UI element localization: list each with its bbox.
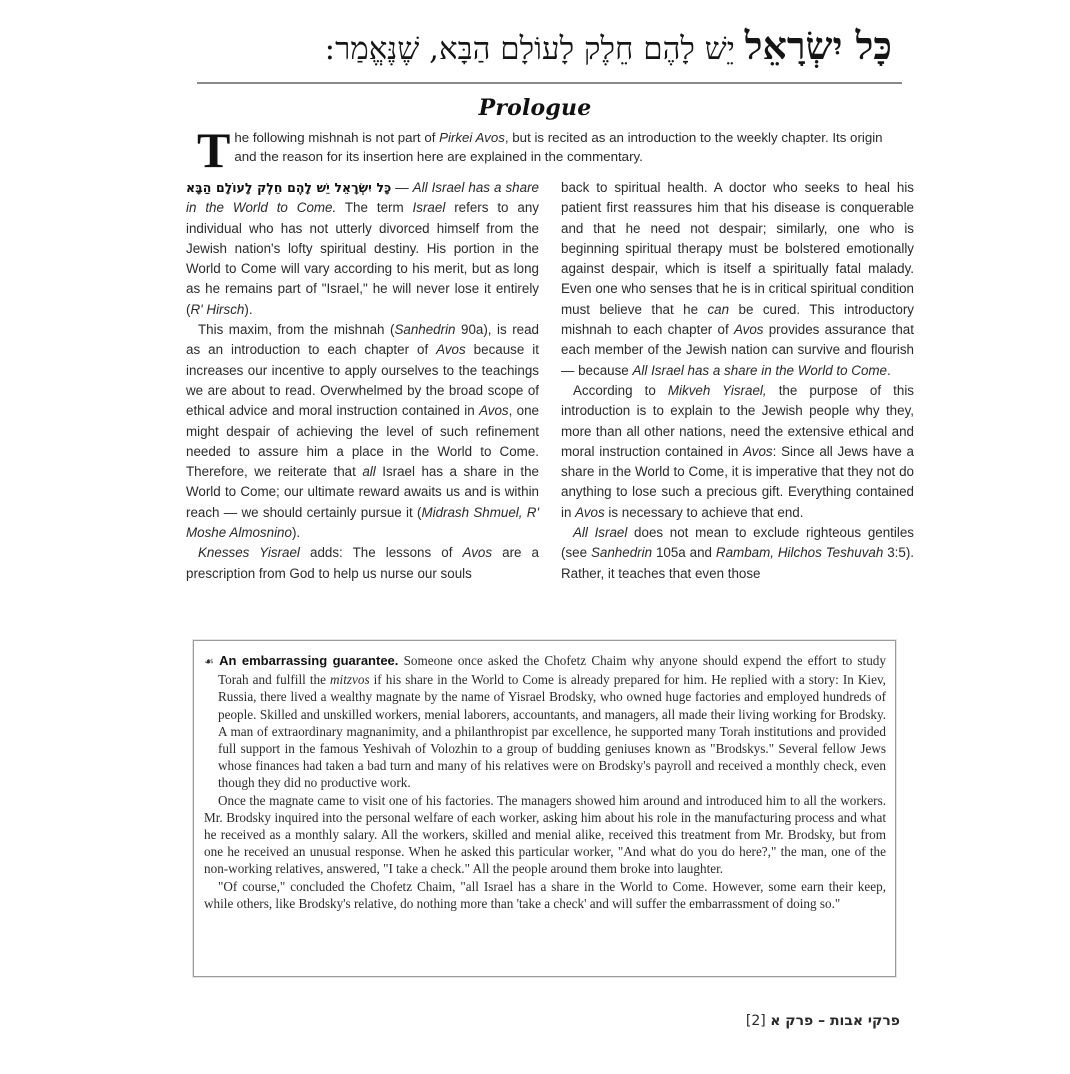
running-head: פרקי אבות – פרק א	[770, 1013, 900, 1029]
story-sidebar-box	[193, 640, 896, 977]
story-heading: An embarrassing guarantee.	[219, 653, 399, 668]
commentary-paragraph: According to Mikveh Yisrael, the purpose of this introduction is to explain to the Jewish people why they, more than all other nations, need the extensive ethical and moral instruction contained in Avos: Since all Jews have a share in the World to Come, it is imperative that they not do anything to lose such a precious gift. Everything contained in Avos is necessary to achieve that end.	[561, 382, 915, 520]
drop-cap: T	[197, 122, 231, 178]
commentary-paragraph: All Israel does not mean to exclude righteous gentiles (see Sanhedrin 105a and Rambam, Hilchos Teshuvah 3:5). Rather, it teaches that even those	[561, 525, 914, 581]
commentary-paragraph: Knesses Yisrael adds: The lessons of Avos are a prescription from God to help us nurse our souls	[186, 545, 540, 581]
section-title: Prologue	[478, 95, 592, 121]
hebrew-mishnah-title	[192, 22, 892, 73]
ornament-bullet-icon: ☙	[204, 656, 214, 668]
header-rule	[197, 82, 902, 84]
commentary-paragraph: back to spiritual health. A doctor who seeks to heal his patient first reassures him that his disease is conquerable and that he need not despair; similarly, one who is beginning spiritual therapy must be bolstered emotionally against despair, which is itself a spiritually fatal malady. Even one who senses that he is in critical spiritual condition must believe that he can be cured. This introductory mishnah to each chapter of Avos provides assurance that each member of the Jewish nation can survive and flourish — because All Israel has a share in the World to Come.	[561, 180, 914, 378]
commentary-paragraph: כָּל יִשְׂרָאֵל יֵשׁ לָהֶם חֵלֶק לָעוֹלָם הַבָּא — All Israel has a share in the World to Come. The term Israel refers to any individual who has not utterly divorced himself from the Jewish nation's lofty spiritual destiny. His portion in the World to Come will vary according to his merit, but as long as he remains part of "Israel," he will never lose it entirely (R' Hirsch).	[186, 180, 539, 317]
story-paragraph: ☙ An embarrassing guarantee. Someone once asked the Chofetz Chaim why anyone should expend the effort to study Torah and fulfill the mitzvos if his share in the World to Come is already prepared for him. He replied with a story: In Kiev, Russia, there lived a wealthy magnate by the name of Yisrael Brodsky, who owned huge factories and employed hundreds of people. Skilled and unskilled workers, menial laborers, accountants, and managers, all made their living working for Brodsky. A man of extraordinary magnanimity, and a philanthropist par excellence, he supported many Torah institutions and provided full support in the famous Yeshivah of Volozhin to a group of budding geniuses known as "Brodskys." Several fellow Jews whose finances had taken a bad turn and many of his relatives were on Brodsky's payroll and received a monthly check, even though they did no productive work.	[204, 653, 886, 791]
page-number: [2]	[745, 1013, 766, 1029]
commentary-right-column	[561, 178, 914, 584]
commentary-left-column	[186, 178, 539, 584]
hebrew-title-rest: יֵשׁ לָהֶם חֵלֶק לָעוֹלָם הַבָּא, שֶׁנֶּאֱמַר:	[324, 31, 735, 67]
intro-paragraph: The following mishnah is not part of Pirkei Avos, but is recited as an introduction to the weekly chapter. Its origin and the reason for its insertion here are explained in the commentary.	[197, 122, 883, 178]
hebrew-lemma: כָּל יִשְׂרָאֵל יֵשׁ לָהֶם חֵלֶק לָעוֹלָם הַבָּא	[186, 180, 392, 195]
hebrew-title-bold: כָּל יִשְׂרָאֵל	[744, 23, 892, 68]
commentary-paragraph: This maxim, from the mishnah (Sanhedrin 90a), is read as an introduction to each chapter of Avos because it increases our incentive to apply ourselves to the teachings we are about to read. Overwhelmed by the broad scope of ethical advice and moral instruction contained in Avos, one might despair of achieving the level of such refinement needed to assure him a place in the World to Come. Therefore, we reiterate that all Israel has a share in the World to Come; our ultimate reward awaits us and is within reach — we should certainly pursue it (Midrash Shmuel, R' Moshe Almosnino).	[186, 322, 540, 541]
story-paragraph: Once the magnate came to visit one of his factories. The managers showed him around and introduced him to all the workers. Mr. Brodsky inquired into the personal welfare of each worker, asking him about his role in the manufacturing process and what he received as a monthly salary. All the workers, skilled and menial alike, received this treatment from Mr. Brodsky, but from one he received an unusual response. When he asked this particular worker, "And what do you do here?," the man, one of the non-working relatives, answered, "I take a check." All the people around them broke into laughter.	[204, 792, 886, 877]
story-paragraph: "Of course," concluded the Chofetz Chaim, "all Israel has a share in the World to Come. However, some earn their keep, while others, like Brodsky's relative, do nothing more than 'take a check' and will suffer the embarrassment of doing so."	[204, 878, 886, 911]
page-footer	[700, 1013, 900, 1029]
